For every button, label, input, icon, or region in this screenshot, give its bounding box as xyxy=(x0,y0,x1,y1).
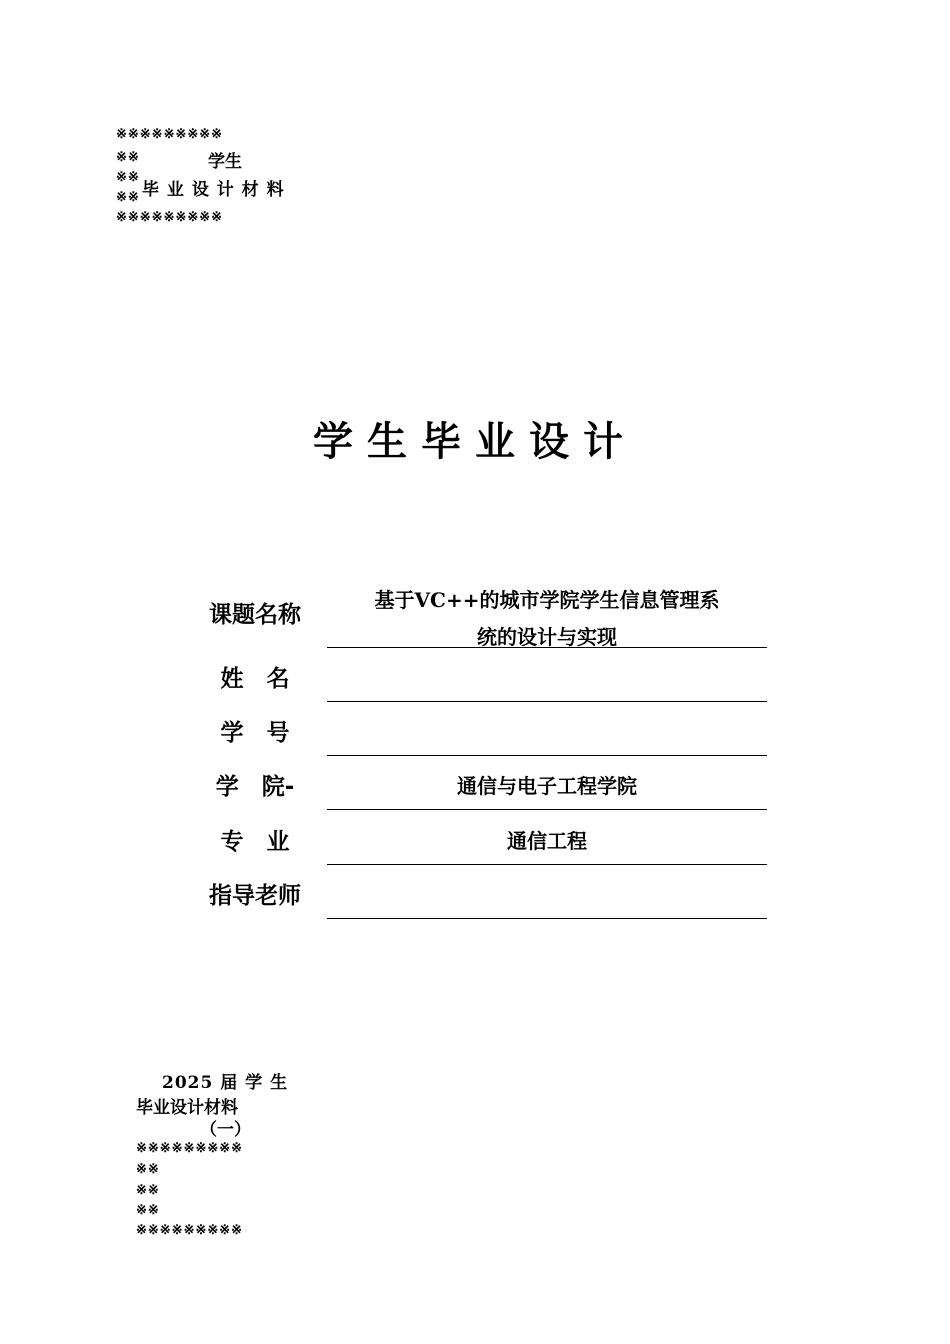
page-title: 学生毕业设计 xyxy=(313,419,637,465)
bottom-block-line1: 2025 届 学 生 xyxy=(162,1073,289,1093)
bottom-stars-row: ※※※※※※※※※ xyxy=(136,1223,244,1238)
bottom-stars-row: ※※※※※※※※※ xyxy=(136,1141,244,1156)
name-underline xyxy=(327,701,767,702)
topic-label: 课题名称 xyxy=(209,602,301,628)
top-block-line1: 学生 xyxy=(208,152,242,172)
student-id-label: 学 号 xyxy=(220,720,290,746)
top-stars-short: ※※ xyxy=(116,190,140,205)
topic-underline xyxy=(327,647,767,648)
advisor-underline xyxy=(327,918,767,919)
bottom-stars-short: ※※ xyxy=(136,1162,160,1177)
college-value: 通信与电子工程学院 xyxy=(457,774,637,798)
college-underline xyxy=(327,809,767,810)
bottom-block-line3: （一） xyxy=(200,1120,251,1140)
student-id-underline xyxy=(327,755,767,756)
top-stars-row: ※※※※※※※※※ xyxy=(116,127,224,142)
bottom-stars-short: ※※ xyxy=(136,1203,160,1218)
college-label: 学 院- xyxy=(215,774,295,800)
major-underline xyxy=(327,864,767,865)
topic-value-line1: 基于VC++的城市学院学生信息管理系 xyxy=(374,588,720,612)
major-label: 专 业 xyxy=(220,829,290,855)
bottom-stars-short: ※※ xyxy=(136,1183,160,1198)
top-stars-short: ※※ xyxy=(116,170,140,185)
advisor-label: 指导老师 xyxy=(209,883,301,909)
top-stars-short: ※※ xyxy=(116,150,140,165)
topic-value-line2: 统的设计与实现 xyxy=(477,625,617,649)
major-value: 通信工程 xyxy=(507,829,587,853)
name-label: 姓 名 xyxy=(220,666,290,692)
top-block-line2: 毕 业 设 计 材 料 xyxy=(142,180,285,200)
top-stars-row: ※※※※※※※※※ xyxy=(116,210,224,225)
bottom-block-line2: 毕业设计材料 xyxy=(136,1098,238,1118)
